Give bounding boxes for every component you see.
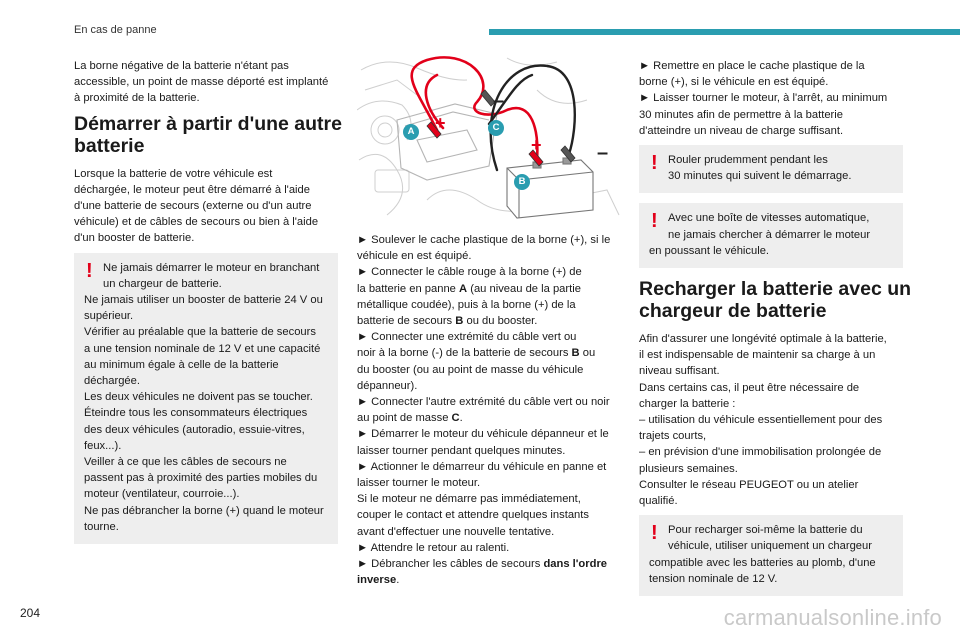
warning-exclamation-icon: ! [651,522,658,545]
minus-sign-battery-b: – [597,142,609,164]
watermark: carmanualsonline.info [723,605,942,630]
plus-sign-battery-b: + [531,135,542,155]
warning-box-drive-carefully: ! Rouler prudemment pendant les 30 minutes qui suivent le démarrage. [639,145,903,193]
minus-sign-c: – [493,90,505,112]
marker-a: A [403,124,419,140]
warning-box-jump-start: ! Ne jamais démarrer le moteur en branchant un chargeur de batterie. Ne jamais utiliser un booster de batterie 24 V ou supérieur. Vérifier au préalable que la batterie de secours a une tension nominale de 12 V et une capacité au minimum égale à celle de la batterie déchargée. Les deux véhicules ne doivent pas se toucher. Éteindre tous les consommateurs électriques des deux véhicules (autoradio, essuie-vitres, feux...). Veiller à ce que les câbles de secours ne passent pas à proximité des parties mobiles du moteur (ventilateur, courroie...). Ne pas débrancher la borne (+) quand le moteur tourne. [74,253,338,544]
engine-bay-illustration [357,50,621,222]
warning-box-charger: ! Pour recharger soi-même la batterie du véhicule, utiliser uniquement un chargeur compatible avec les batteries au plomb, d'une tension nominale de 12 V. [639,515,903,596]
intro-paragraph: La borne négative de la batterie n'étant pas accessible, un point de masse déporté est implanté à proximité de la batterie. [74,60,329,105]
column-1 [74,58,342,554]
running-head: En cas de panne [74,24,157,36]
column-2 [357,50,621,594]
warning-exclamation-icon: ! [86,259,93,282]
plus-sign-battery-a: + [435,113,446,133]
page-number: 204 [20,606,41,620]
jump-start-diagram [357,50,621,222]
heading-jump-start: Démarrer à partir d'une autre batterie [74,112,342,157]
marker-b: B [514,174,530,190]
recharge-paragraph: Afin d'assurer une longévité optimale à la batterie, il est indispensable de maintenir sa charge à un niveau suffisant. Dans certains cas, il peut être nécessaire de charger la batterie : – utilisation du véhicule essentiellement pour des trajets courts, – en prévision d'une immobilisation prolongée de plusieurs semaines. Consulter le réseau PEUGEOT ou un atelier qualifié. [639,333,887,508]
step-lift-cover: ► Soulever le cache plastique de la borne (+), si le véhicule en est équipé. ► Connecter le câble rouge à la borne (+) de la batterie en panne A (au niveau de la partie métallique coudée), puis à la borne (+) de la batterie de secours B ou du booster. ► Connecter une extrémité du câble vert ou noir à la borne (-) de la batterie de secours B ou du booster (ou au point de masse du véhicule dépanneur). ► Connecter l'autre extrémité du câble vert ou noir au point de masse C. ► Démarrer le moteur du véhicule dépanneur et le laisser tourner pendant quelques minutes. ► Actionner le démarreur du véhicule en panne et laisser tourner le moteur. Si le moteur ne démarre pas immédiatement, couper le contact et attendre quelques instants avant d'effectuer une nouvelle tentative. ► Attendre le retour au ralenti. ► Débrancher les câbles de secours dans l'ordre inverse. [357,234,611,587]
jump-start-intro: Lorsque la batterie de votre véhicule est déchargée, le moteur peut être démarré à l'aide d'une batterie de secours (externe ou d'un autre véhicule) et de câbles de secours ou bien à l'aide d'un booster de batterie. [74,167,319,245]
column-3 [639,58,912,606]
warning-exclamation-icon: ! [651,210,658,233]
warning-exclamation-icon: ! [651,152,658,175]
heading-recharge-battery: Recharger la batterie avec un chargeur de batterie [639,278,912,323]
marker-c: C [488,120,504,136]
warning-box-automatic-gearbox: ! Avec une boîte de vitesses automatique, ne jamais chercher à démarrer le moteur en poussant le véhicule. [639,203,903,268]
final-steps: ► Remettre en place le cache plastique de la borne (+), si le véhicule en est équipé. ► Laisser tourner le moteur, à l'arrêt, au minimum 30 minutes afin de permettre à la batterie d'atteindre un niveau de charge suffisant. [639,60,888,137]
header-accent-bar [489,29,960,35]
